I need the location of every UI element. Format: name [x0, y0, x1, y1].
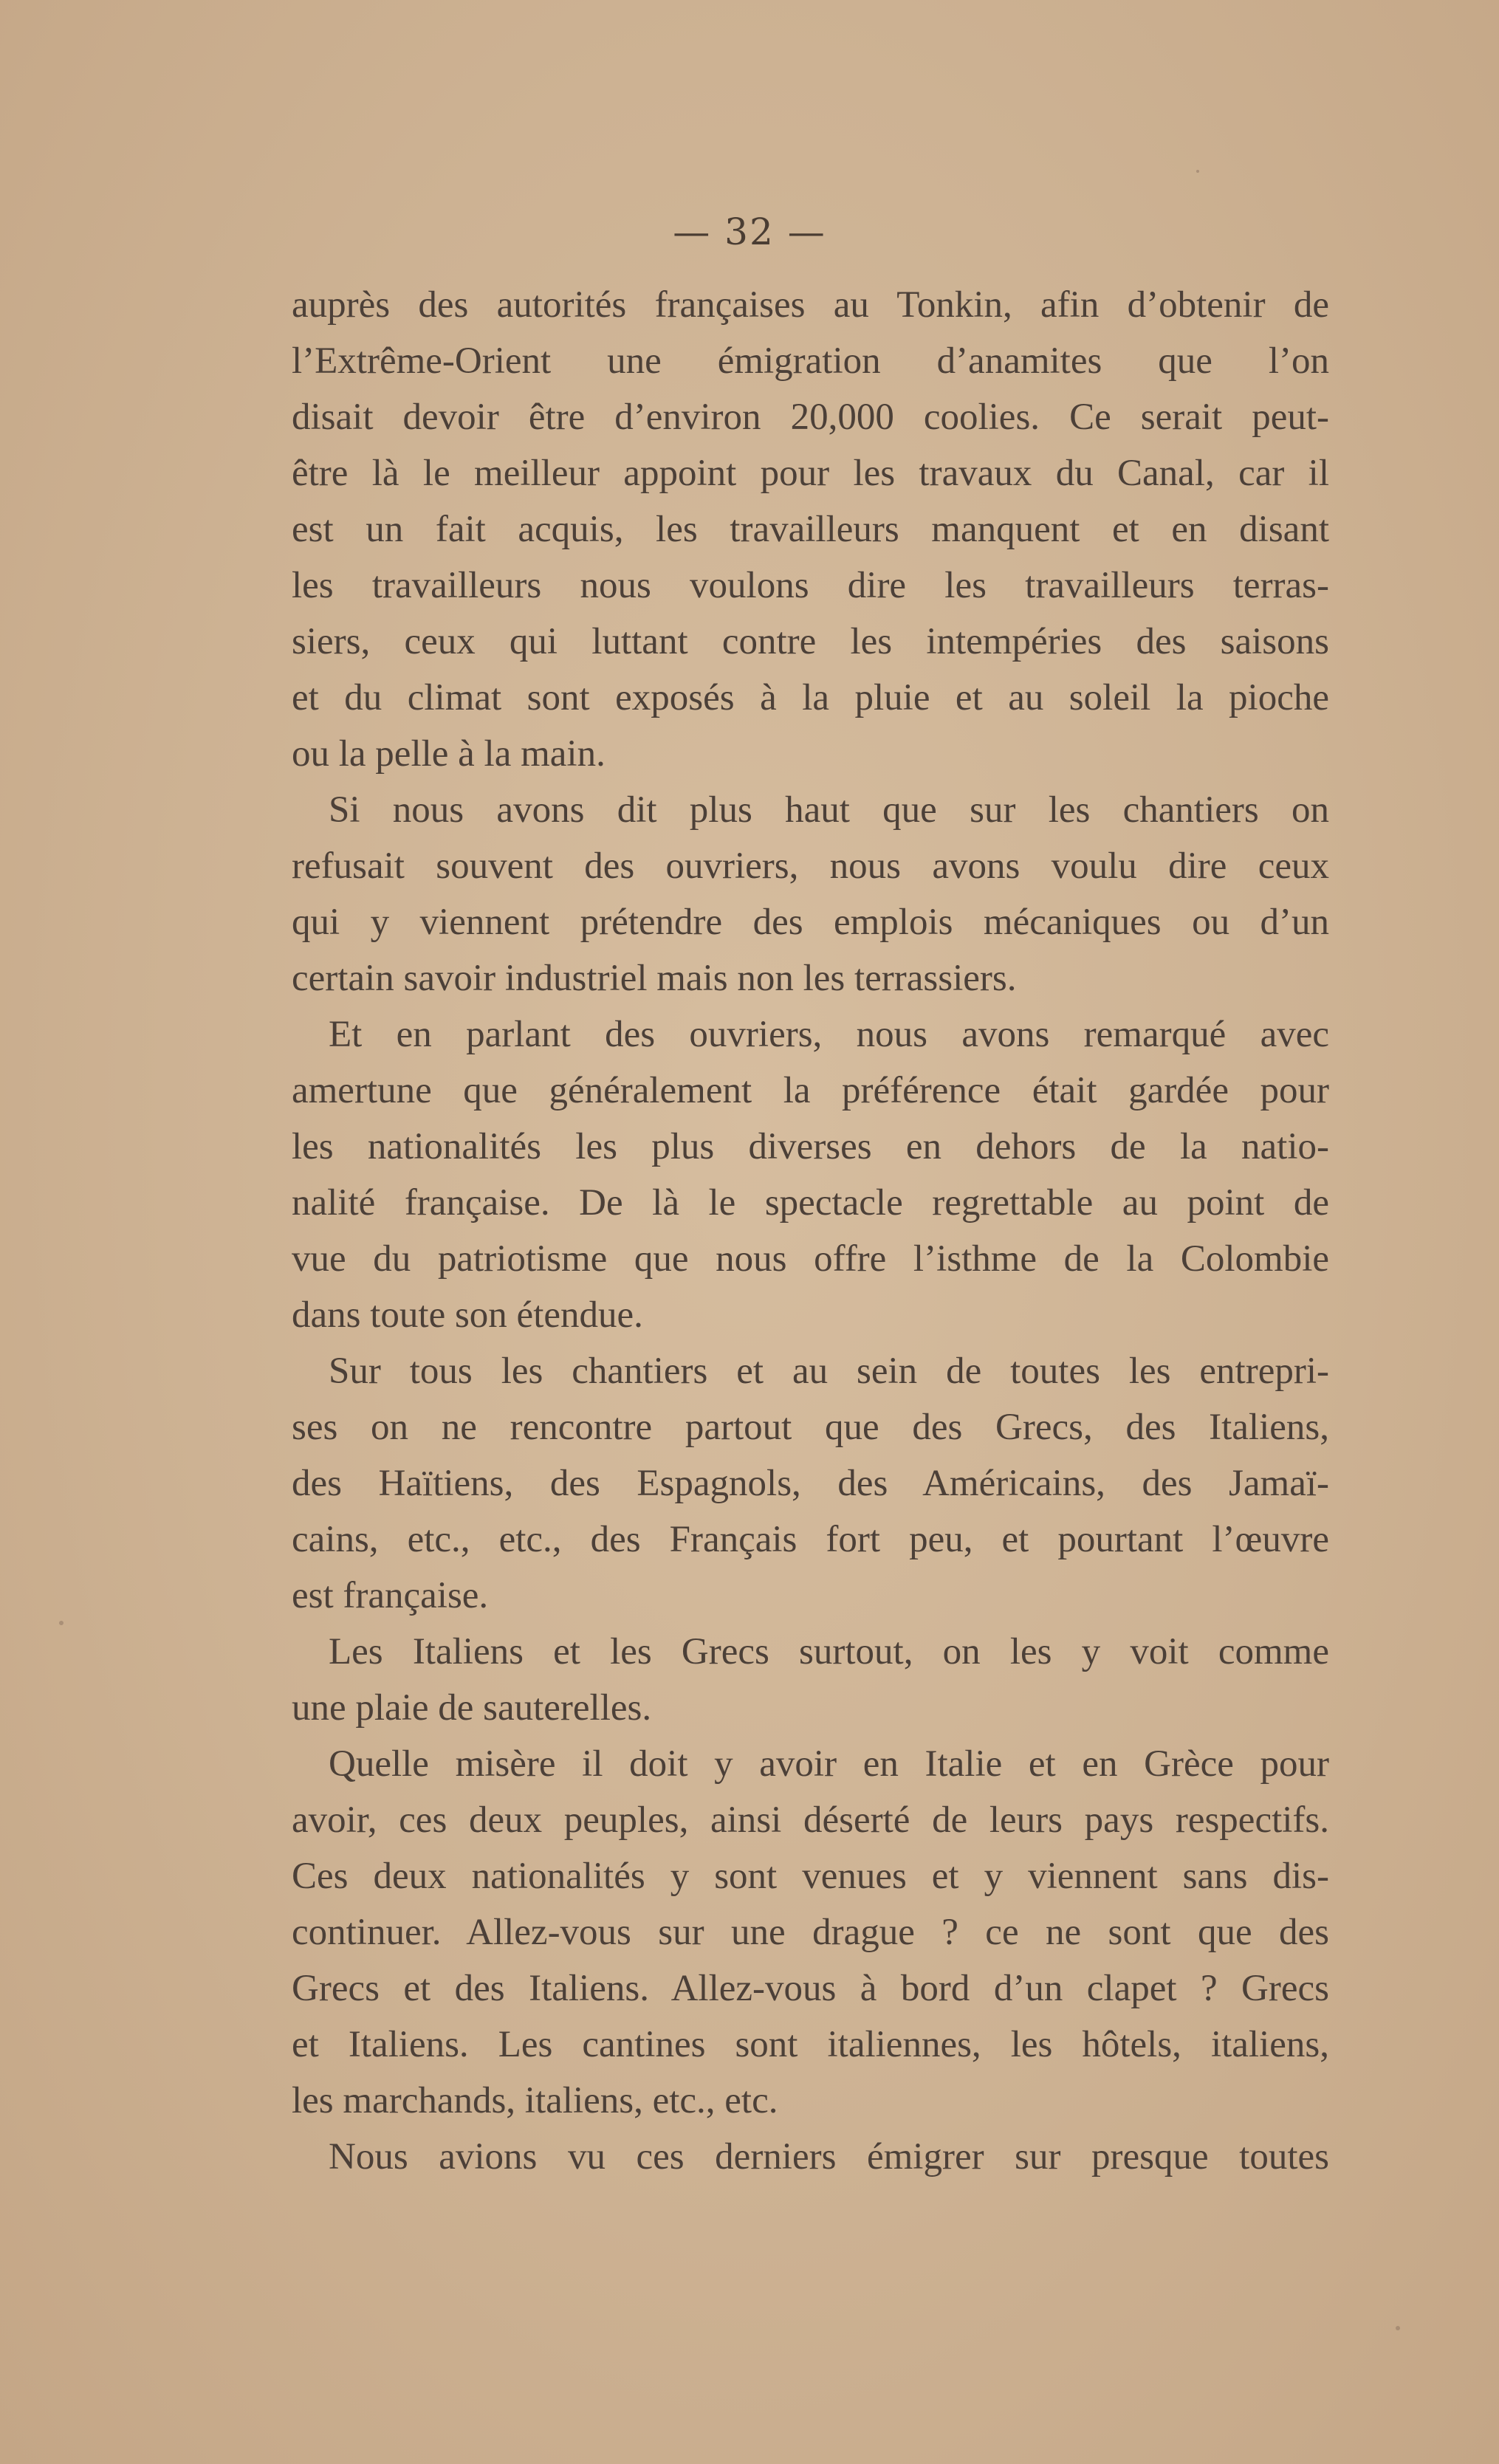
text-line: et Italiens. Les cantines sont italiennes, les hôtels, italiens,	[292, 2024, 1329, 2065]
text-line: des Haïtiens, des Espagnols, des Américains, des Jamaï-	[292, 1463, 1329, 1504]
text-line: est française.	[292, 1575, 489, 1616]
text-line: Grecs et des Italiens. Allez-vous à bord d’un clapet ? Grecs	[292, 1968, 1329, 2009]
text-line: être là le meilleur appoint pour les travaux du Canal, car il	[292, 453, 1329, 494]
paper-speck	[1196, 170, 1199, 173]
text-line: qui y viennent prétendre des emplois mécaniques ou d’un	[292, 902, 1329, 943]
text-line: les marchands, italiens, etc., etc.	[292, 2080, 778, 2121]
text-line: nalité française. De là le spectacle regrettable au point de	[292, 1182, 1329, 1224]
text-line: une plaie de sauterelles.	[292, 1687, 652, 1729]
text-line: Si nous avons dit plus haut que sur les chantiers on	[329, 789, 1329, 831]
text-line: certain savoir industriel mais non les terrassiers.	[292, 958, 1017, 999]
text-line: auprès des autorités françaises au Tonkin, afin d’obtenir de	[292, 284, 1329, 326]
text-line: les nationalités les plus diverses en dehors de la natio-	[292, 1126, 1329, 1167]
text-line: Sur tous les chantiers et au sein de toutes les entrepri-	[329, 1351, 1329, 1392]
text-line: Quelle misère il doit y avoir en Italie et en Grèce pour	[329, 1743, 1329, 1785]
text-line: ses on ne rencontre partout que des Grecs, des Italiens,	[292, 1407, 1329, 1448]
text-line: est un fait acquis, les travailleurs manquent et en disant	[292, 509, 1329, 550]
page-number: — 32 —	[673, 210, 826, 253]
text-line: disait devoir être d’environ 20,000 coolies. Ce serait peut-	[292, 397, 1329, 438]
text-line: amertune que généralement la préférence était gardée pour	[292, 1070, 1329, 1111]
text-line: Les Italiens et les Grecs surtout, on les y voit comme	[329, 1631, 1329, 1672]
paper-speck	[59, 1621, 64, 1625]
paper-speck	[1396, 2326, 1400, 2330]
text-line: vue du patriotisme que nous offre l’isthme de la Colombie	[292, 1238, 1329, 1280]
text-line: avoir, ces deux peuples, ainsi déserté de leurs pays respectifs.	[292, 1799, 1329, 1841]
text-line: les travailleurs nous voulons dire les travailleurs terras-	[292, 565, 1329, 606]
text-line: Et en parlant des ouvriers, nous avons remarqué avec	[329, 1014, 1329, 1055]
text-line: dans toute son étendue.	[292, 1294, 643, 1336]
text-line: Nous avions vu ces derniers émigrer sur presque toutes	[329, 2136, 1329, 2178]
body-text	[292, 277, 1329, 2185]
text-line: siers, ceux qui luttant contre les intempéries des saisons	[292, 621, 1329, 662]
text-line: refusait souvent des ouvriers, nous avons voulu dire ceux	[292, 845, 1329, 887]
text-line: Ces deux nationalités y sont venues et y viennent sans dis-	[292, 1856, 1329, 1897]
text-line: l’Extrême-Orient une émigration d’anamites que l’on	[292, 340, 1329, 382]
text-line: et du climat sont exposés à la pluie et au soleil la pioche	[292, 677, 1329, 718]
text-line: cains, etc., etc., des Français fort peu, et pourtant l’œuvre	[292, 1519, 1329, 1560]
text-line: ou la pelle à la main.	[292, 733, 606, 775]
text-line: continuer. Allez-vous sur une drague ? ce ne sont que des	[292, 1912, 1329, 1953]
